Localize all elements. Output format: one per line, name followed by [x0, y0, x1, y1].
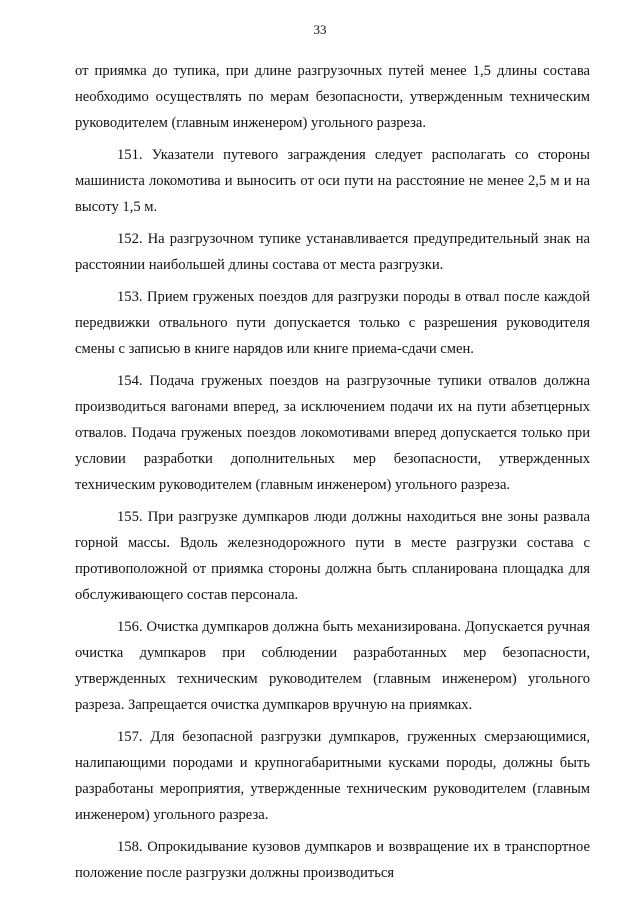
document-body — [75, 58, 590, 886]
paragraph-154: 154. Подача груженых поездов на разгрузочные тупики отвалов должна производиться вагонами вперед, за исключением подачи их на пути абзетцерных отвалов. Подача груженых поездов локомотивами вперед допускается только при условии разработки дополнительных мер безопасности, утвержденных техническим руководителем (главным инженером) угольного разреза. — [75, 373, 590, 493]
paragraph-158: 158. Опрокидывание кузовов думпкаров и возвращение их в транспортное положение после разгрузки должны производиться — [75, 839, 590, 881]
paragraph-156: 156. Очистка думпкаров должна быть механизирована. Допускается ручная очистка думпкаров при соблюдении разработанных мер безопасности, утвержденных техническим руководителем (главным инженером) угольного разреза. Запрещается очистка думпкаров вручную на приямках. — [75, 619, 590, 713]
paragraph-continuation: от приямка до тупика, при длине разгрузочных путей менее 1,5 длины состава необходимо осуществлять по мерам безопасности, утвержденным техническим руководителем (главным инженером) угольного разреза. — [75, 63, 590, 131]
paragraph-151: 151. Указатели путевого заграждения следует располагать со стороны машиниста локомотива и выносить от оси пути на расстояние не менее 2,5 м и на высоту 1,5 м. — [75, 147, 590, 215]
paragraph-157: 157. Для безопасной разгрузки думпкаров, груженных смерзающимися, налипающими породами и крупногабаритными кусками породы, должны быть разработаны мероприятия, утвержденные техническим руководителем (главным инженером) угольного разреза. — [75, 729, 590, 823]
paragraph-153: 153. Прием груженых поездов для разгрузки породы в отвал после каждой передвижки отвального пути допускается только с разрешения руководителя смены с записью в книге нарядов или книге приема-сдачи смен. — [75, 289, 590, 357]
paragraph-152: 152. На разгрузочном тупике устанавливается предупредительный знак на расстоянии наибольшей длины состава от места разгрузки. — [75, 231, 590, 273]
page-number: 33 — [313, 22, 327, 37]
paragraph-155: 155. При разгрузке думпкаров люди должны находиться вне зоны развала горной массы. Вдоль железнодорожного пути в месте разгрузки состава с противоположной от приямка стороны должна быть спланирована площадка для обслуживающего состав персонала. — [75, 509, 590, 603]
